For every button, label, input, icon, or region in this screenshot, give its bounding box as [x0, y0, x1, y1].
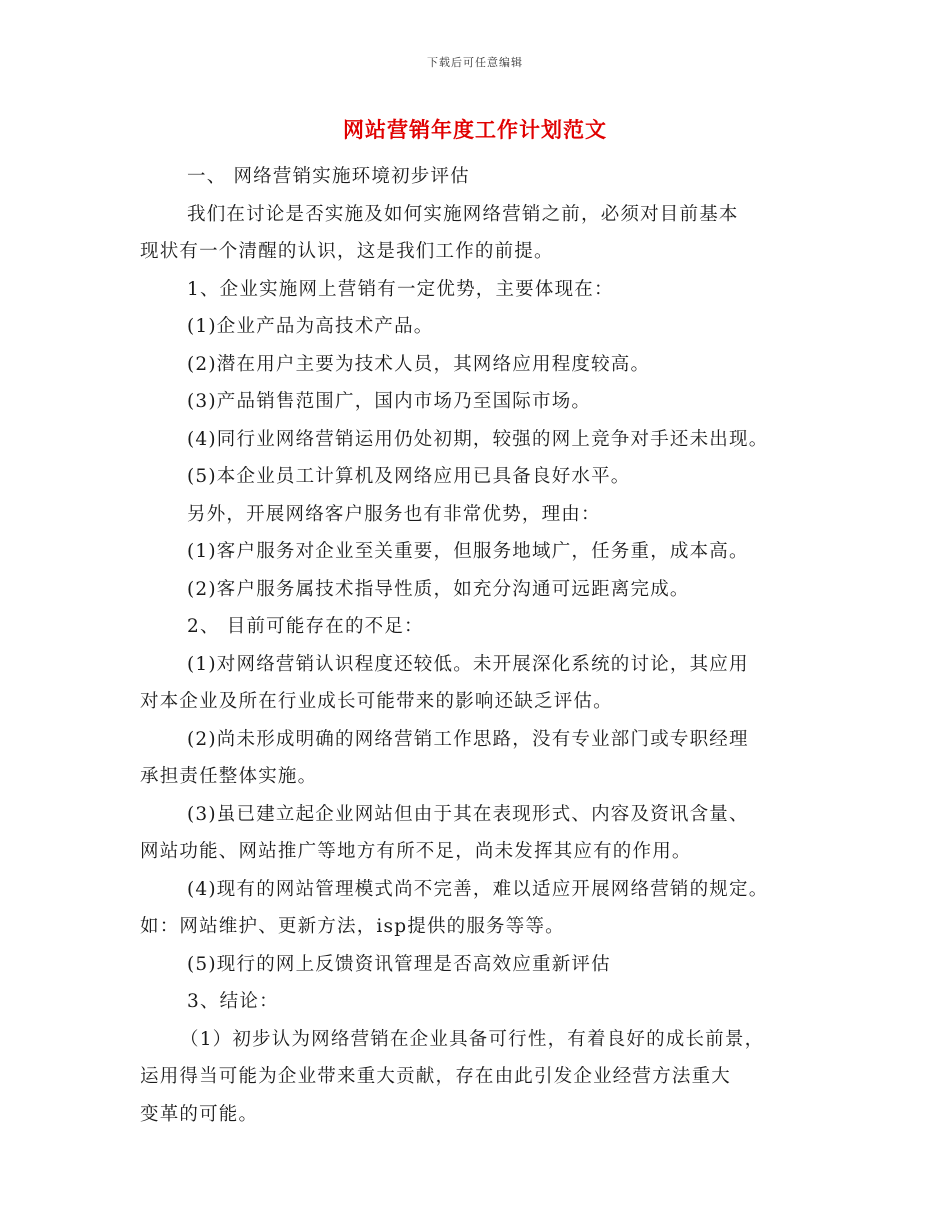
list-item: (4)现有的网站管理模式尚不完善，难以适应开展网络营销的规定。 — [187, 878, 769, 900]
list-item: (3)虽已建立起企业网站但由于其在表现形式、内容及资讯含量、 — [187, 803, 749, 825]
list-item: (4)同行业网络营销运用仍处初期，较强的网上竞争对手还未出现。 — [187, 428, 769, 450]
list-item: (2)客户服务属技术指导性质，如充分沟通可远距离完成。 — [187, 578, 690, 600]
list-item: (2)潜在用户主要为技术人员，其网络应用程度较高。 — [187, 353, 651, 375]
list-item: (5)本企业员工计算机及网络应用已具备良好水平。 — [187, 466, 631, 487]
paragraph-line: 现状有一个清醒的认识，这是我们工作的前提。 — [140, 241, 554, 262]
list-item: (2)尚未形成明确的网络营销工作思路，没有专业部门或专职经理 — [187, 728, 749, 750]
document-body — [140, 158, 840, 1133]
list-item: (5)现行的网上反馈资讯管理是否高效应重新评估 — [187, 953, 611, 975]
list-item-continuation: 运用得当可能为企业带来重大贡献，存在由此引发企业经营方法重大 — [140, 1066, 732, 1087]
paragraph-line: 我们在讨论是否实施及如何实施网络营销之前，必须对目前基本 — [187, 203, 739, 225]
subsection-heading: 2、 目前可能存在的不足： — [187, 616, 424, 637]
document-title: 网站营销年度工作计划范文 — [343, 117, 607, 142]
section-heading: 一、 网络营销实施环境初步评估 — [187, 166, 470, 187]
list-item: （1）初步认为网络营销在企业具备可行性，有着良好的成长前景， — [180, 1028, 765, 1050]
list-item: (1)对网络营销认识程度还较低。未开展深化系统的讨论，其应用 — [187, 653, 749, 675]
list-item: (1)企业产品为高技术产品。 — [187, 316, 434, 337]
paragraph-line: 另外，开展网络客户服务也有非常优势，理由： — [187, 503, 601, 525]
header-note: 下载后可任意编辑 — [427, 56, 523, 69]
list-item-continuation: 变革的可能。 — [140, 1103, 259, 1125]
subsection-heading: 3、结论： — [187, 991, 279, 1012]
list-item: (1)客户服务对企业至关重要，但服务地域广，任务重，成本高。 — [187, 541, 749, 562]
list-item-continuation: 网站功能、网站推广等地方有所不足，尚未发挥其应有的作用。 — [140, 841, 692, 862]
subsection-heading: 1、企业实施网上营销有一定优势，主要体现在： — [187, 278, 614, 300]
list-item: (3)产品销售范围广，国内市场乃至国际市场。 — [187, 391, 592, 412]
list-item-continuation: 承担责任整体实施。 — [140, 766, 318, 787]
list-item-continuation: 对本企业及所在行业成长可能带来的影响还缺乏评估。 — [140, 691, 613, 712]
list-item-continuation: 如：网站维护、更新方法，isp提供的服务等等。 — [140, 916, 565, 937]
